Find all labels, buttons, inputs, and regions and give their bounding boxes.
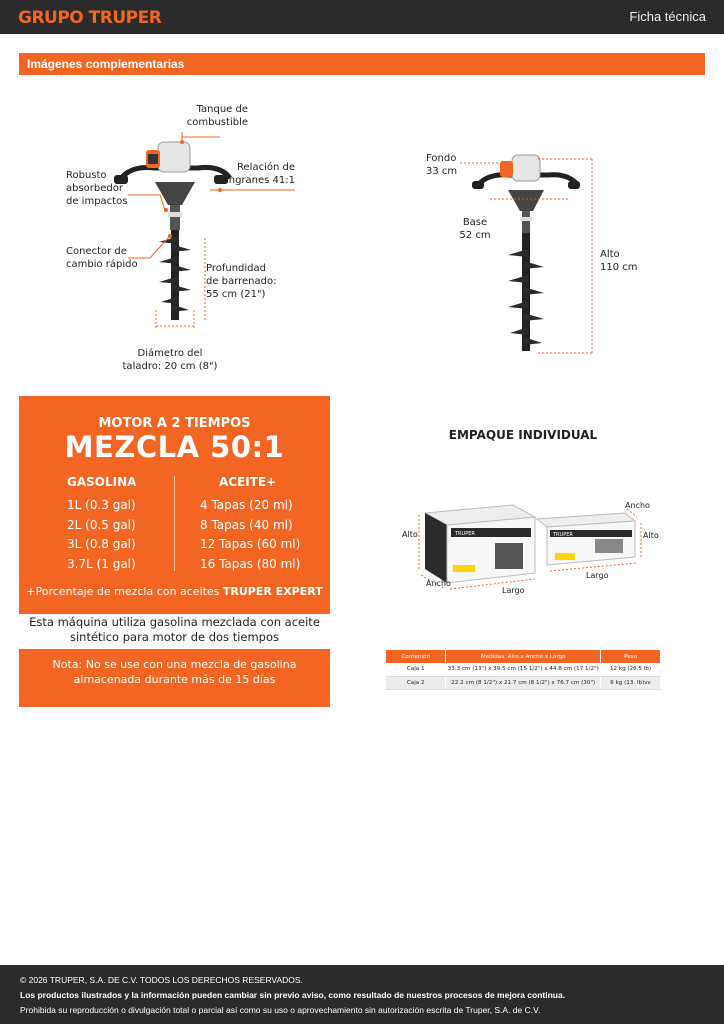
label-drill-diameter: Diámetro del taladro: 20 cm (8") <box>122 348 218 372</box>
brand-logo: GRUPO TRUPER <box>18 8 162 28</box>
box2-label-largo: Largo <box>586 571 609 580</box>
label-quick-connector: Conector de cambio rápido <box>66 246 138 270</box>
footer-prohibition: Prohibida su reproducción o divulgación total o parcial así como su uso o aprovechamiento sin autorización escrita de Truper, S.A. de C.V. <box>20 1005 541 1015</box>
table-row <box>386 676 661 689</box>
table-cell: 6 kg (13. lb)vv <box>601 676 661 689</box>
table-cell: 12 kg (26.5 lb) <box>601 663 661 676</box>
table-cell: 22.2 cm (8 1/2") x 21.7 cm (8 1/2") x 76.7 cm (30") <box>446 676 601 689</box>
table-cell: Caja 2 <box>386 676 446 689</box>
aceite-list <box>200 496 300 574</box>
footer-bar <box>0 965 724 1024</box>
label-fuel-tank: Tanque de combustible <box>186 104 248 128</box>
table-cell: 33.3 cm (13") x 39.5 cm (15 1/2") x 44.8 cm (17 1/2") <box>446 663 601 676</box>
label-fondo: Fondo 33 cm <box>426 153 458 177</box>
header-contenido: Contenido <box>386 650 446 663</box>
gasolina-list <box>67 496 136 574</box>
list-item: 12 Tapas (60 ml) <box>200 537 301 551</box>
box1-label-largo: Largo <box>502 586 525 595</box>
mix-footnote: +Porcentaje de mezcla con aceites TRUPER EXPERT <box>26 585 323 598</box>
svg-text:TRUPER: TRUPER <box>553 532 573 538</box>
warning-note: Nota: No se use con una mezcla de gasolina almacenada durante más de 15 días <box>19 649 330 707</box>
label-drilling-depth: Profundidad de barrenado: 55 cm (21") <box>206 263 277 300</box>
document-type: Ficha técnica <box>629 9 706 24</box>
label-alto: Alto 110 cm <box>600 249 638 273</box>
list-item: 16 Tapas (80 ml) <box>200 556 301 571</box>
box1-label-alto: Alto <box>402 530 418 539</box>
list-item: 1L (0.3 gal) <box>67 498 136 512</box>
label-gear-ratio: Relación de engranes 41:1 <box>222 162 295 186</box>
fuel-mix-panel <box>19 396 330 614</box>
header-peso: Peso <box>601 650 661 663</box>
label-shock-absorber: Robusto absorbedor de impactos <box>66 170 128 207</box>
mix-subtitle: MOTOR A 2 TIEMPOS <box>98 416 251 431</box>
list-item: 3L (0.8 gal) <box>67 537 136 551</box>
col-head-aceite: ACEITE+ <box>219 475 277 489</box>
footer-disclaimer: Los productos ilustrados y la información pueden cambiar sin previo aviso, como resultado de nuestros procesos de mejora continua. <box>20 990 566 1000</box>
list-item: 4 Tapas (20 ml) <box>200 498 293 512</box>
table-cell: Caja 1 <box>386 663 446 676</box>
usage-text: Esta máquina utiliza gasolina mezclada con aceite sintético para motor de dos tiempos <box>29 615 320 644</box>
box1-label-ancho: Ancho <box>426 579 451 588</box>
box2-label-ancho: Ancho <box>625 501 650 510</box>
mix-title: MEZCLA 50:1 <box>64 430 285 464</box>
auger-dimensions-illustration <box>460 145 620 360</box>
col-head-gasolina: GASOLINA <box>67 475 137 489</box>
table-row <box>386 663 661 676</box>
svg-text:TRUPER: TRUPER <box>455 531 475 537</box>
column-divider <box>174 476 175 571</box>
packaging-table <box>386 650 661 690</box>
list-item: 2L (0.5 gal) <box>67 517 136 532</box>
box2-label-alto: Alto <box>643 531 659 540</box>
table-header-row <box>386 650 661 663</box>
footer-copyright: © 2026 TRUPER, S.A. DE C.V. TODOS LOS DERECHOS RESERVADOS. <box>20 975 303 985</box>
list-item: 8 Tapas (40 ml) <box>200 517 293 532</box>
section-title: Imágenes complementarias <box>27 57 185 71</box>
list-item: 3.7L (1 gal) <box>67 556 136 571</box>
label-base: Base 52 cm <box>459 217 491 241</box>
packaging-title: EMPAQUE INDIVIDUAL <box>448 428 598 442</box>
header-medidas: Medidas: Alto x Ancho x Largo <box>446 650 601 663</box>
